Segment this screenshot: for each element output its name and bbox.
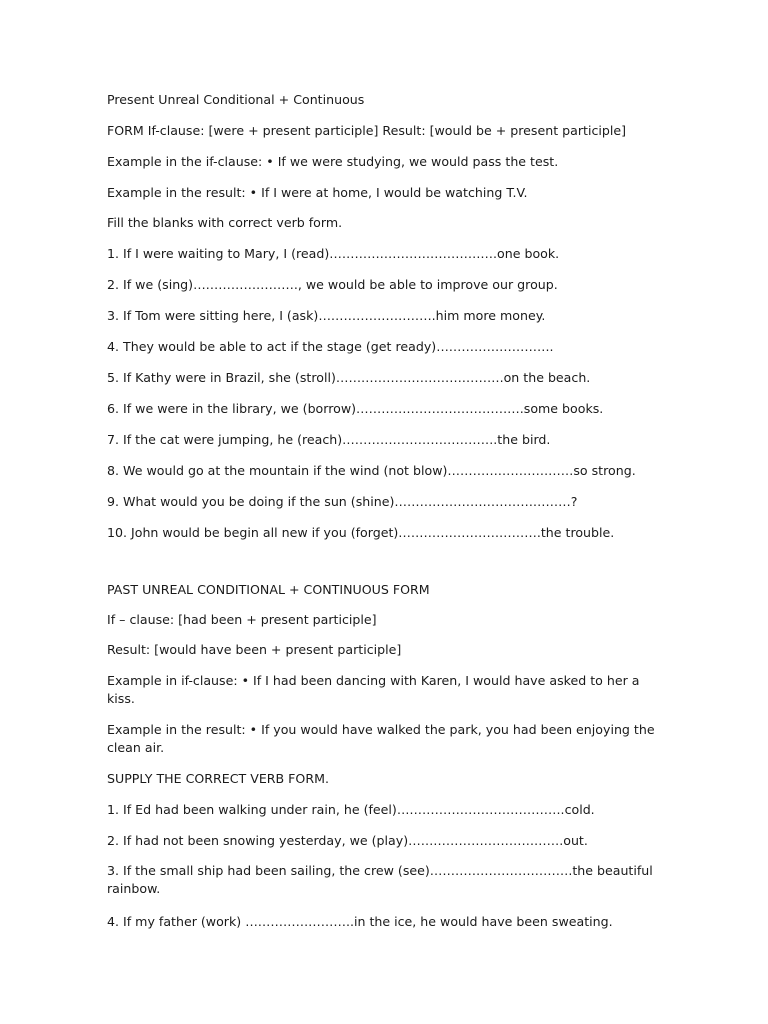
exercise-item: 9. What would you be doing if the sun (shine)……………………………………? (107, 494, 578, 509)
section2-instruction: SUPPLY THE CORRECT VERB FORM. (107, 771, 329, 786)
exercise-item: 1. If I were waiting to Mary, I (read)………………………………….one book. (107, 246, 560, 261)
exercise-item: 3. If Tom were sitting here, I (ask)……………………….him more money. (107, 308, 546, 323)
section1-example-result: Example in the result: • If I were at home, I would be watching T.V. (107, 185, 528, 200)
exercise-item: 2. If we (sing)……………………., we would be able to improve our group. (107, 277, 558, 292)
section1-example-if: Example in the if-clause: • If we were studying, we would pass the test. (107, 154, 559, 169)
section1-heading: Present Unreal Conditional + Continuous (107, 92, 365, 107)
section2-example-result: Example in the result: • If you would have walked the park, you had been enjoying the clean air. (107, 722, 655, 755)
exercise-item: 3. If the small ship had been sailing, the crew (see)…………………………….the beautiful rainbow. (107, 863, 653, 896)
exercise-item: 7. If the cat were jumping, he (reach)……………………………….the bird. (107, 432, 551, 447)
exercise-item: 2. If had not been snowing yesterday, we (play)……………………………….out. (107, 833, 588, 848)
section2-if-clause: If – clause: [had been + present participle] (107, 612, 377, 627)
exercise-item: 4. If my father (work) ……………………..in the ice, he would have been sweating. (107, 914, 613, 929)
section1-instruction: Fill the blanks with correct verb form. (107, 215, 343, 230)
exercise-item: 1. If Ed had been walking under rain, he (feel)………………………………….cold. (107, 802, 595, 817)
exercise-item: 10. John would be begin all new if you (forget)…………………………….the trouble. (107, 525, 615, 540)
section2-result: Result: [would have been + present participle] (107, 642, 402, 657)
exercise-item: 8. We would go at the mountain if the wind (not blow)…………………………so strong. (107, 463, 636, 478)
section2-heading: PAST UNREAL CONDITIONAL + CONTINUOUS FORM (107, 582, 430, 597)
exercise-item: 4. They would be able to act if the stage (get ready)………………………. (107, 339, 554, 354)
section2-example-if: Example in if-clause: • If I had been dancing with Karen, I would have asked to her a kiss. (107, 673, 640, 706)
exercise-item: 5. If Kathy were in Brazil, she (stroll)………………………………….on the beach. (107, 370, 591, 385)
section1-form: FORM If-clause: [were + present participle] Result: [would be + present participle] (107, 123, 627, 138)
exercise-item: 6. If we were in the library, we (borrow)………………………………….some books. (107, 401, 604, 416)
